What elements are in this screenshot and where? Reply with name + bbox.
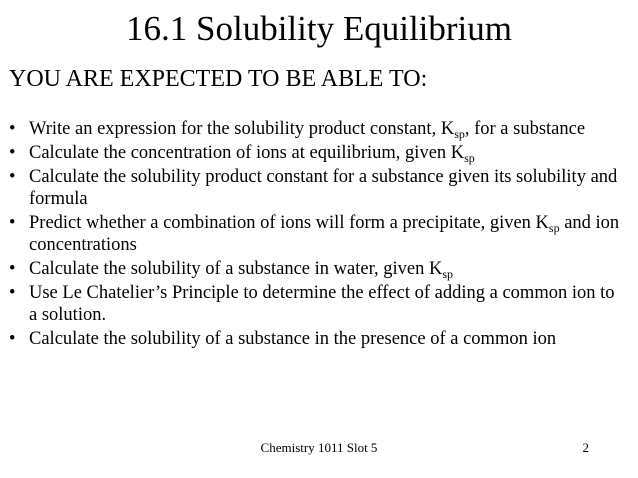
objective-item — [9, 212, 621, 256]
objective-subscript: sp — [464, 151, 475, 165]
bullet-icon: • — [9, 119, 16, 139]
objective-text: Calculate the solubility of a substance in water, given K — [29, 259, 443, 279]
objective-text-tail: and ion concentrations — [29, 213, 620, 255]
objective-subscript: sp — [548, 221, 560, 235]
objective-text: Predict whether a combination of ions will form a precipitate, given K — [29, 213, 549, 233]
page-number: 2 — [582, 440, 589, 455]
objective-text: Calculate the concentration of ions at equilibrium, given K — [29, 143, 465, 163]
slide-subheading: YOU ARE EXPECTED TO BE ABLE TO: — [9, 66, 428, 92]
objective-subscript: sp — [454, 127, 465, 141]
objective-item — [9, 282, 621, 326]
objective-item — [9, 142, 621, 164]
bullet-icon: • — [9, 283, 16, 303]
objective-item — [9, 118, 621, 140]
objectives-list — [9, 118, 621, 352]
slide-title: 16.1 Solubility Equilibrium — [126, 9, 512, 48]
objective-item — [9, 166, 621, 210]
bullet-icon: • — [9, 167, 16, 187]
bullet-icon: • — [9, 213, 16, 233]
objective-text: Calculate the solubility product constant for a substance given its solubility and formula — [29, 167, 618, 209]
objective-text: Write an expression for the solubility product constant, K — [29, 119, 455, 139]
objective-text: Use Le Chatelier’s Principle to determine the effect of adding a common ion to a solution. — [29, 283, 615, 325]
bullet-icon: • — [9, 329, 16, 349]
objective-text: Calculate the solubility of a substance in the presence of a common ion — [29, 329, 557, 349]
bullet-icon: • — [9, 259, 16, 279]
objective-item — [9, 258, 621, 280]
objective-text-tail: , for a substance — [464, 119, 586, 139]
objective-subscript: sp — [442, 267, 454, 281]
slide-footer: Chemistry 1011 Slot 5 — [260, 440, 378, 455]
objective-item — [9, 328, 621, 350]
bullet-icon: • — [9, 143, 16, 163]
